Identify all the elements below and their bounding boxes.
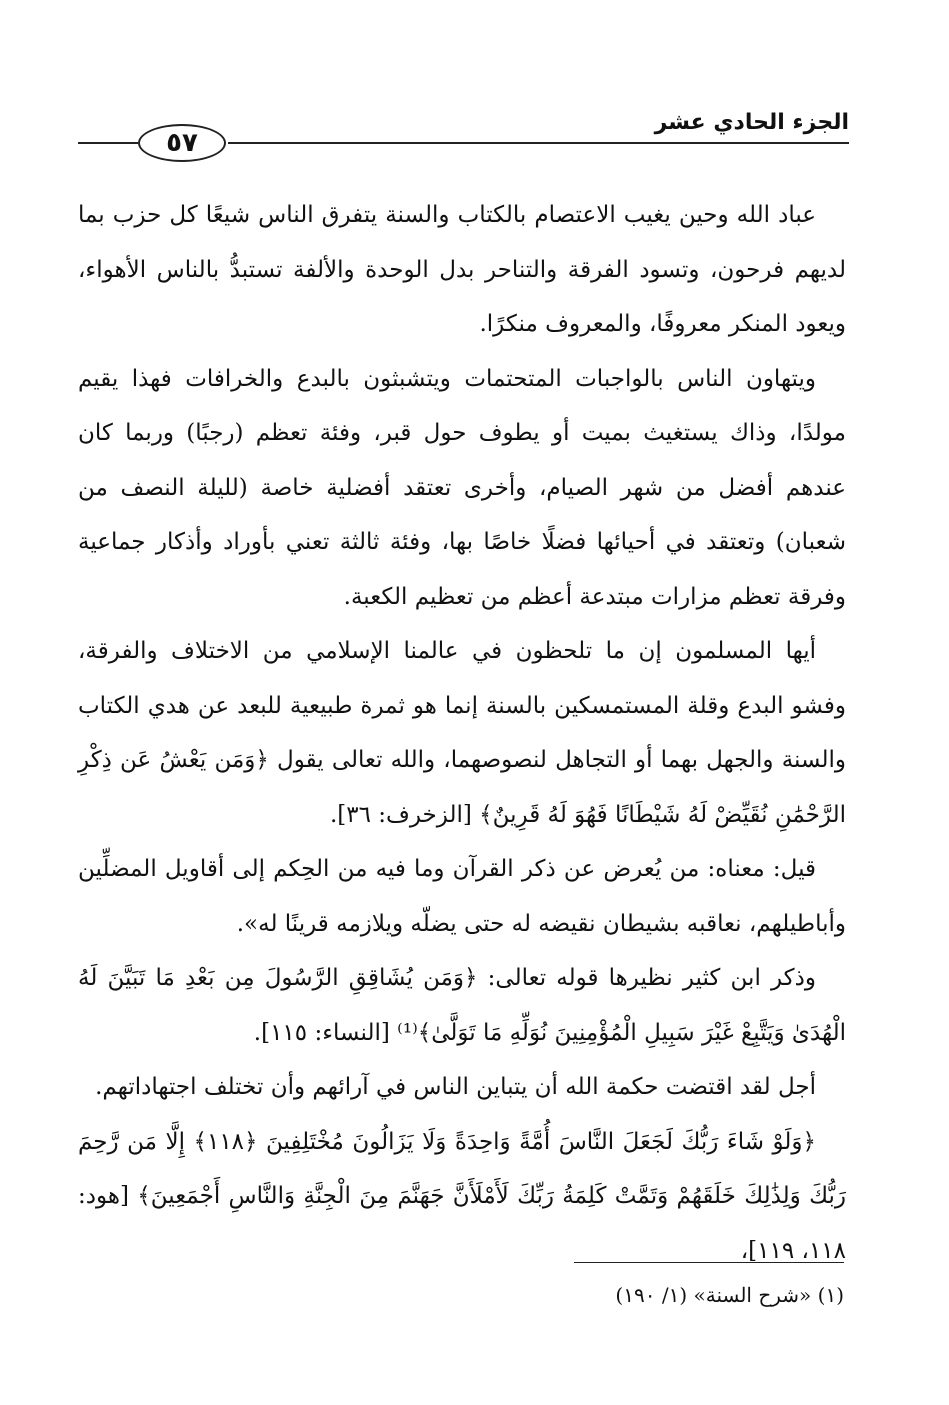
paragraph-3: أيها المسلمون إن ما تلحظون في عالمنا الإسلامي من الاختلاف والفرقة، وفشو البدع وقلة المستمسكين بالسنة إنما هو ثمرة طبيعية للبعد عن هدي الكتاب والسنة والجهل بهما أو التجاهل لنصوصهما، والله تعالى يقول ﴿وَمَن يَعْشُ عَن ذِكْرِ الرَّحْمَٰنِ نُقَيِّضْ لَهُ شَيْطَانًا فَهُوَ لَهُ قَرِينٌ﴾ [الزخرف: ٣٦].: [78, 638, 846, 828]
main-text: [78, 188, 846, 1278]
header-rule-right: [228, 142, 849, 144]
quran-verse: ﴿وَلَوْ شَاءَ رَبُّكَ لَجَعَلَ النَّاسَ أُمَّةً وَاحِدَةً وَلَا يَزَالُونَ مُخْتَلِفِينَ ﴿١١٨﴾ إِلَّا مَن رَّحِمَ رَبُّكَ وَلِذَٰلِكَ خَلَقَهُمْ وَتَمَّتْ كَلِمَةُ رَبِّكَ لَأَمْلَأَنَّ جَهَنَّمَ مِنَ الْجِنَّةِ وَالنَّاسِ أَجْمَعِينَ﴾ [هود: ١١٨، ١١٩]،: [78, 1128, 846, 1264]
paragraph-2: ويتهاون الناس بالواجبات المتحتمات ويتشبثون بالبدع والخرافات فهذا يقيم مولدًا، وذاك يستغيث بميت أو يطوف حول قبر، وفئة تعظم (رجبًا) وربما كان عندهم أفضل من شهر الصيام، وأخرى تعتقد أفضلية خاصة (لليلة النصف من شعبان) وتعتقد في أحيائها فضلًا خاصًا بها، وفئة ثالثة تعني بأوراد وأذكار جماعية وفرقة تعظم مزارات مبتدعة أعظم من تعظيم الكعبة.: [78, 365, 846, 610]
paragraph-1: عباد الله وحين يغيب الاعتصام بالكتاب والسنة يتفرق الناس شيعًا كل حزب بما لديهم فرحون، وتسود الفرقة والتناحر بدل الوحدة والألفة تستبدُّ بالناس الأهواء، ويعود المنكر معروفًا، والمعروف منكرًا.: [78, 202, 846, 337]
paragraph-5: وذكر ابن كثير نظيرها قوله تعالى: ﴿وَمَن يُشَاقِقِ الرَّسُولَ مِن بَعْدِ مَا تَبَيَّنَ لَهُ الْهُدَىٰ وَيَتَّبِعْ غَيْرَ سَبِيلِ الْمُؤْمِنِينَ نُوَلِّهِ مَا تَوَلَّىٰ﴾⁽¹⁾ [النساء: ١١٥].: [78, 965, 846, 1046]
running-title: الجزء الحادي عشر: [654, 110, 849, 135]
page-number: ٥٧: [138, 124, 226, 162]
page-header: [78, 102, 849, 162]
header-rule-left: [78, 142, 138, 144]
footnote: (١) «شرح السنة» (١/ ١٩٠): [615, 1283, 844, 1307]
footnote-separator: [574, 1262, 844, 1263]
paragraph-6: أجل لقد اقتضت حكمة الله أن يتباين الناس في آرائهم وأن تختلف اجتهاداتهم.: [95, 1074, 816, 1100]
paragraph-4: قيل: معناه: من يُعرض عن ذكر القرآن وما فيه من الحِكم إلى أقاويل المضلِّين وأباطيلهم، نعاقبه بشيطان نقيضه له حتى يضلّه ويلازمه قرينًا له».: [78, 856, 846, 937]
